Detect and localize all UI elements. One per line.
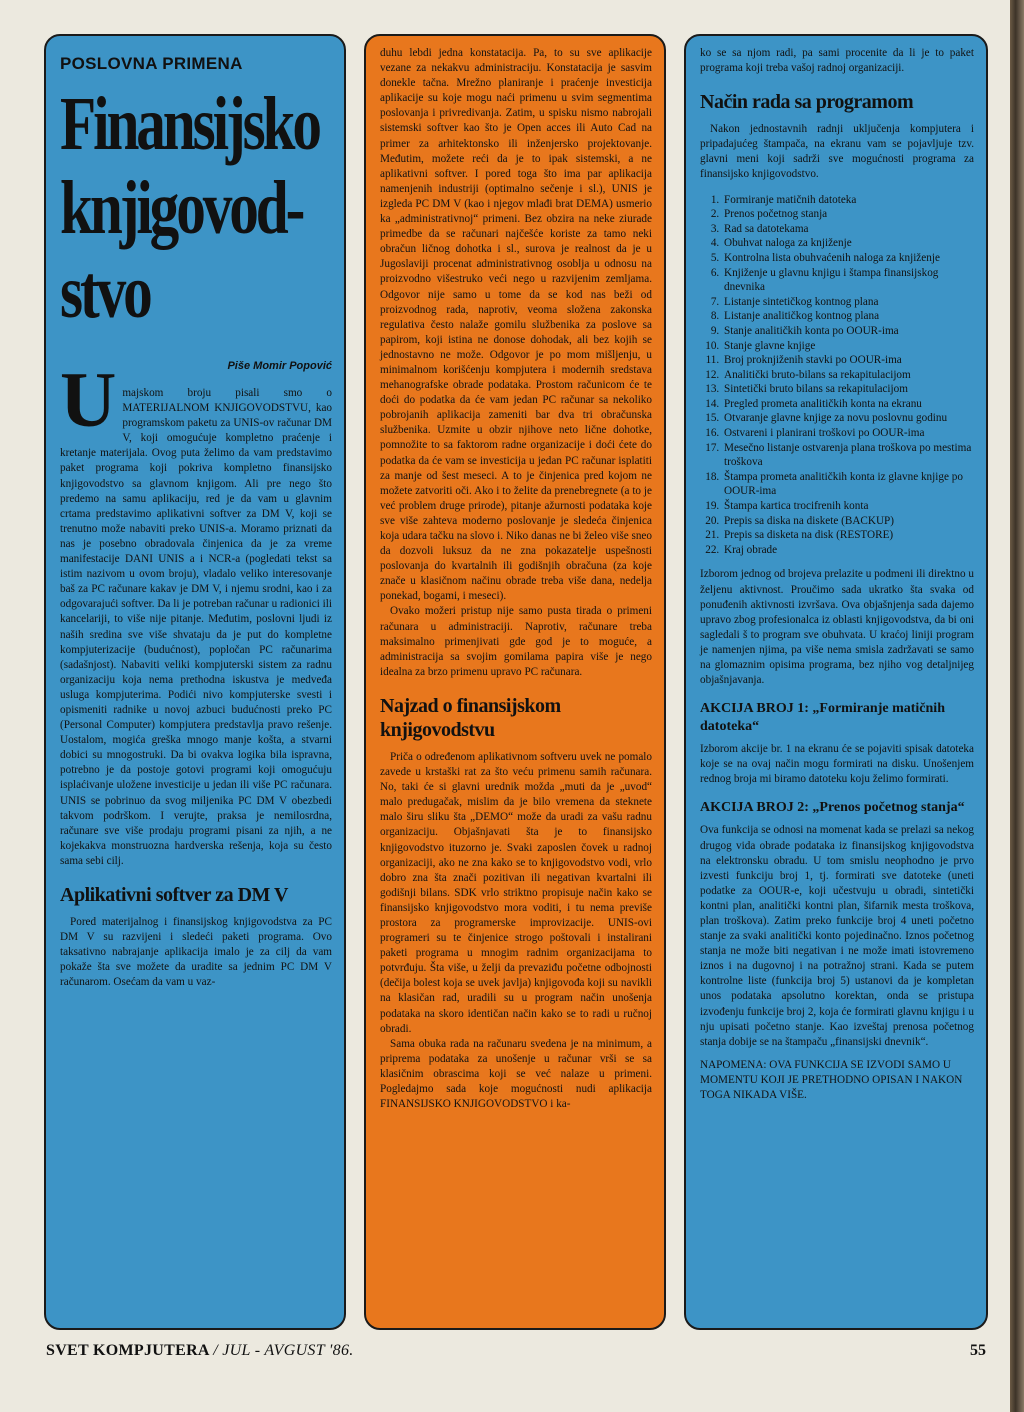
akcija-2-heading: AKCIJA BROJ 2: „Prenos početnog stanja“	[700, 800, 965, 816]
menu-item: 5. Kontrolna lista obuhvaćenih naloga za knjiženje	[722, 251, 974, 266]
menu-item: 15. Otvaranje glavne knjige za novu poslovnu godinu	[722, 411, 974, 426]
after-subhead-text	[60, 915, 332, 990]
menu-item: 12. Analitički bruto-bilans sa rekapitulacijom	[722, 368, 974, 383]
column-1-panel	[44, 34, 346, 1330]
subhead-aplikativni: Aplikativni softver za DM V	[60, 884, 288, 906]
intro-text: majskom broju pisali smo o MATERIJALNOM KNJIGOVODSTVU, kao programskom paketu za UNIS-ov računar DM V, koji omogućuje kompletno praćenje i kretanje materijala. Ovog puta želimo da vam predstavimo paket programa koji pokriva kompletno finansijsko knjigovodstvo sa glavnom knjigom. Ali pre nego što predemo na samu aplikaciju, red je da vam u glavnim crtama predstavimo aplikativni softver za DM V, koji se trenutno može nabaviti preko UNIS-a. Moramo priznati da nas je posebno obradovala činjenica da je za vreme manifestacije DANI UNIS a i NCR-a (pogledati tekst sa istim nazivom u ovom broju), vladalo veliko interesovanje baš za PC računare kakav je DM V, i njemu srodni, kao i za odgovarajući softver. Da li je potreban računar u radionici ili kancelariji, to više nije pitanje. Međutim, poslovni ljudi iz naših sredina sve više shvataju da je put do kompletne kompjuterizacije (budućnost), popločan PC računarima (sadašnjost). Nabaviti veliki kompjuterski sistem za radnu organizaciju koja nema prethodna iskustva je medveđa usluga kompjuterima. Podići nivo kompjuterske svesti i opismeniti radnike u novoj azbuci budućnosti preko PC (Personal Computer) kompjutera predstavlja pravo rešenje. Uostalom, mogića greška mnogo manje košta, a stvarni dobici su mnogostruki. Da bi ovakva logika bila ispravna, potrebno je da postoje gotovi programi koji omogućuju isplaćivanje uložene investicije u jedan ili više PC računara. UNIS se pobrinuo da svog miljenika PC DM V obezbedi takvom podrškom. I verujte, praksa je nemilosrdna, računare sve više prodaju programi pisani za njih, a ne kojekakva monstruozna hardverska rešenja, koja su često sama sebi cilj.	[60, 387, 332, 867]
menu-item: 21. Prepis sa disketa na disk (RESTORE)	[722, 528, 974, 543]
col2-body	[380, 46, 652, 680]
issue-date: / JUL - AVGUST '86.	[213, 1342, 354, 1359]
paragraph: Sama obuka rada na računaru svedena je na minimum, a priprema podataka za unošenje u računar vrši se sa klasičnim obrascima koji se već nalaze u primeni. Pogledajmo sada koje mogućnosti nudi aplikacija FINANSIJSKO KNJIGOVODSTVO i ka-	[380, 1037, 652, 1111]
section-kicker: POSLOVNA PRIMENA	[60, 54, 243, 73]
main-menu-list	[700, 193, 974, 558]
menu-item: 2. Prenos početnog stanja	[722, 207, 974, 222]
col2-body-2	[380, 750, 652, 1112]
paragraph: Izborom jednog od brojeva prelazite u podmeni ili direktno u željenu aktivnost. Proučimo sada ukratko šta svaka od ponuđenih aktivnosti izvršava. Ova objašnjenja sada dajemo upravo zbog profesionalca iz oblasti knjigovodstva, da bi oni sagledali š to program sve obuhvata. U kraćoj liniji program je namenjen njima, pa više nema smisla zadržavati se samo na glomaznim opisima programa, bez njiho vog detaljnijeg objašnjavanja.	[700, 568, 974, 687]
napomena-note: NAPOMENA: OVA FUNKCIJA SE IZVODI SAMO U MOMENTU KOJI JE PRETHODNO OPISAN I NAKON TOGA NIKADA VIŠE.	[700, 1058, 963, 1101]
menu-item: 13. Sintetički bruto bilans sa rekapitulacijom	[722, 382, 974, 397]
paragraph: Izborom akcije br. 1 na ekranu će se pojaviti spisak datoteka koje se na ovaj način mogu formirati na disku. Unošenjem rednog broja mi biramo datoteku koju želimo formirati.	[700, 743, 974, 786]
paragraph: ko se sa njom radi, pa sami procenite da li je to paket programa koji treba vašoj radnoj organizaciji.	[700, 47, 974, 75]
title-line-1: Finansijsko	[60, 82, 319, 166]
col3-body-2	[700, 122, 974, 182]
footer-magazine	[46, 1342, 354, 1360]
menu-item: 8. Listanje analitičkog kontnog plana	[722, 309, 974, 324]
column-2-panel	[364, 34, 666, 1330]
subhead-nacin-rada: Način rada sa programom	[700, 91, 914, 114]
paragraph: Pored materijalnog i finansijskog knjigovodstva za PC DM V su razvijeni i sledeći paketi programa. Ovo taksativno nabrajanje aplikacija imalo je za cilj da vam pokaže šta sve možete da uradite sa jednim PC DM V računarom. Osećam da vam u vaz-	[60, 916, 332, 989]
menu-item: 11. Broj proknjiženih stavki po OOUR-ima	[722, 353, 974, 368]
menu-item: 10. Stanje glavne knjige	[722, 339, 974, 354]
paragraph: Ova funkcija se odnosi na momenat kada se prelazi sa nekog drugog vida obrade podataka iz finansijskog knjigovodstva na elektronsku obradu. U tom smislu neophodno je prvo izvesti funkciju broj 1, tj. formirati sve datoteke (uneti podatke za OOUR-e, koji učestvuju u obradi, sintetički kontni plan, analitički kontni plan, šifarnik mesta troškova, plan troškova). Zatim preko funkcije broj 4 uneti početno stanje za svaki analitički konto pojedinačno. Iznos početnog stanja ne može biti negativan i ne može imati istovremeno iznos i na dugovnoj i na potražnoj strani. Kada se putem kontrolne liste (funkcija broj 5) ustanovi da je kompletan unos podataka apsolutno korektan, onda se pristupa izvođenju funkcije broj 2, koja će formirati glavnu knjigu i u nju upisati početno stanje. Kao izveštaj prenosa početnog stanja dobije se na štampaču „finansijski dnevnik“.	[700, 824, 974, 1048]
paragraph: Nakon jednostavnih radnji uključenja kompjutera i pripadajućeg štampača, na ekranu vam se pojavljuje tzv. glavni meni koji sadrži sve mogućnosti programa za finansijsko knjigovodstvo.	[700, 123, 974, 181]
title-line-2: knjigovod-	[60, 166, 303, 250]
menu-item: 16. Ostvareni i planirani troškovi po OOUR-ima	[722, 426, 974, 441]
column-3-panel	[684, 34, 988, 1330]
paragraph: duhu lebdi jedna konstatacija. Pa, to su sve aplikacije vezane za nekakvu administraciju. Konstatacija je sasvim donekle tačna. Mrežno planiranje i praćenje investicija aplikacije su koje mogu naći primenu u svim segmentima poslovanja i privredivanja. Zatim, u spisku nismo nabrojali sistemski softver kao što je Open acces ili Auto Cad na primer za arhitektonsko ili inženjersko projektovanje. Međutim, možete reći da je to ipak sistemski, a ne aplikativni softver. I pored toga što ima par aplikacija namenjenih industriji (optimalno sečenje i sl.), UNIS je izgleda PC DM V (kao i njegov mlađi brat DEMA) usmerio ka „administrativnoj“ primeni. Bez obzira na neke ziurade primedbe da se računari najčešće koriste za tamo neki obračun ličnog dohotka i sl., surova je realnost da je u Jugoslaviji procenat administrativnog osoblja u odnosu na proizvodno višestruko veći nego u razvijenim zemljama. Odgovor nije samo u tome da se kod nas beži od proizvodnog rada, naprotiv, veoma složena zakonska regulativa često nalaže gomilu službenika za poslove sa papirom, koji istina ne donose dohodak, ali bez kojih se jednostavno ne može. Odgovor je po mom mišljenju, u minimalnom korišćenju kompjutera i modernih sredstava mehanografske obrade podataka. Prostom računicom će te doći do podatka da će vam jedan PC računar sa nekoliko pobrojanih aplikacija zameniti bar dva tri obračunska službenika. Uzmite u obzir njihove neto lične dohotke, pomnožite to sa faktorom radne organizacije i doći ćete do podatka da će vam se investicija u jedan PC računar isplatiti za manje od šest meseci. A to je činjenica pred kojom ne možete zatvoriti oči. Ako i to želite da prenebregnete (a to je već problem druge prirode), pitanje ažurnosti podataka koje sve više zahteva moderno poslovanje je sledeća činjenica koja udara tačku na slovo i. Niko danas ne bi želeo više sneo da dozvoli luksuz da ne zna pokazatelje uspešnosti poslovanja do kvartalnih ili godišnjih obračuna (za koje znače u klasičnom načinu obrade treba više dana, nedelja ponekad, bogami, i meseci).	[380, 47, 652, 603]
subhead-finansijsko: Najzad o finansijskom knjigovodstvu	[380, 694, 561, 741]
menu-item: 7. Listanje sintetičkog kontnog plana	[722, 295, 974, 310]
byline: Piše Momir Popović	[227, 360, 332, 372]
menu-item: 3. Rad sa datotekama	[722, 222, 974, 237]
menu-item: 22. Kraj obrade	[722, 543, 974, 558]
title-line-3: stvo	[60, 250, 150, 334]
paragraph: Ovako možeri pristup nije samo pusta tirada o primeni računara u administraciji. Naprotiv, računare treba maksimalno primenjivati gde god je to moguće, a administracija sa svojim gomilama papira više je nego idealna za brzo primenu upravo PC računara.	[380, 605, 652, 678]
menu-item: 9. Stanje analitičkih konta po OOUR-ima	[722, 324, 974, 339]
menu-item: 20. Prepis sa diska na diskete (BACKUP)	[722, 514, 974, 529]
col3-body-4	[700, 742, 974, 787]
menu-item: 14. Pregled prometa analitičkih konta na ekranu	[722, 397, 974, 412]
col3-body	[700, 46, 974, 76]
menu-item: 18. Štampa prometa analitičkih konta iz glavne knjige po OOUR-ima	[722, 470, 974, 499]
menu-item: 17. Mesečno listanje ostvarenja plana troškova po mestima troškova	[722, 441, 974, 470]
col3-body-3	[700, 567, 974, 688]
paragraph: Priča o određenom aplikativnom softveru uvek ne pomalo zavede u krstaški rat za što veću primenu samih računara. No, taki će si glavni urednik možda „muti da je „uvod“ malo predugačak, mislim da je bilo vremena da steknete malo širu sliku šta „DEMO“ može da uradi za vašu radnu organizaciju. Objašnjavati šta je to finansijsko knjigovodstvo ituzorno je. Svaki zaposlen čovek u radnoj organizaciji, ako ne zna kako se to knjigovodstvo vodi, vrlo dobro zna šta znači pozitivan ili negativan kvartalni ili godišnji bilans. SDK vrlo striktno propisuje način kako se finansijsko knjigovodstvo mora voditi, i tu nema previše prostora za programerske improvizacije. UNIS-ovi programeri su te činjenice strogo poštovali i instalirani paketi programa u mnogim radnim organizacijama to potvrđuju. Šta više, u želji da prevaziđu početne odbojnosti (dečija bolest koja se uvek javlja) knjigovođa koji su navikli na klasičan rad, uradili su u program način unošenja podataka na skoro identičan način kako se to radi u ručnoj obradi.	[380, 750, 652, 1035]
col3-body-5	[700, 823, 974, 1049]
menu-item: 1. Formiranje matičnih datoteka	[722, 193, 974, 208]
akcija-1-heading: AKCIJA BROJ 1: „Formiranje matičnih datoteka“	[700, 701, 945, 735]
menu-item: 19. Štampa kartica trocifrenih konta	[722, 499, 974, 514]
page-edge	[1010, 0, 1024, 1412]
menu-item: 4. Obuhvat naloga za knjiženje	[722, 236, 974, 251]
menu-item: 6. Knjiženje u glavnu knjigu i štampa finansijskog dnevnika	[722, 266, 974, 295]
magazine-name: SVET KOMPJUTERA	[46, 1342, 209, 1359]
page-footer	[46, 1342, 986, 1364]
drop-cap: U	[60, 356, 117, 443]
page-number: 55	[970, 1342, 986, 1359]
article-title	[60, 82, 332, 334]
